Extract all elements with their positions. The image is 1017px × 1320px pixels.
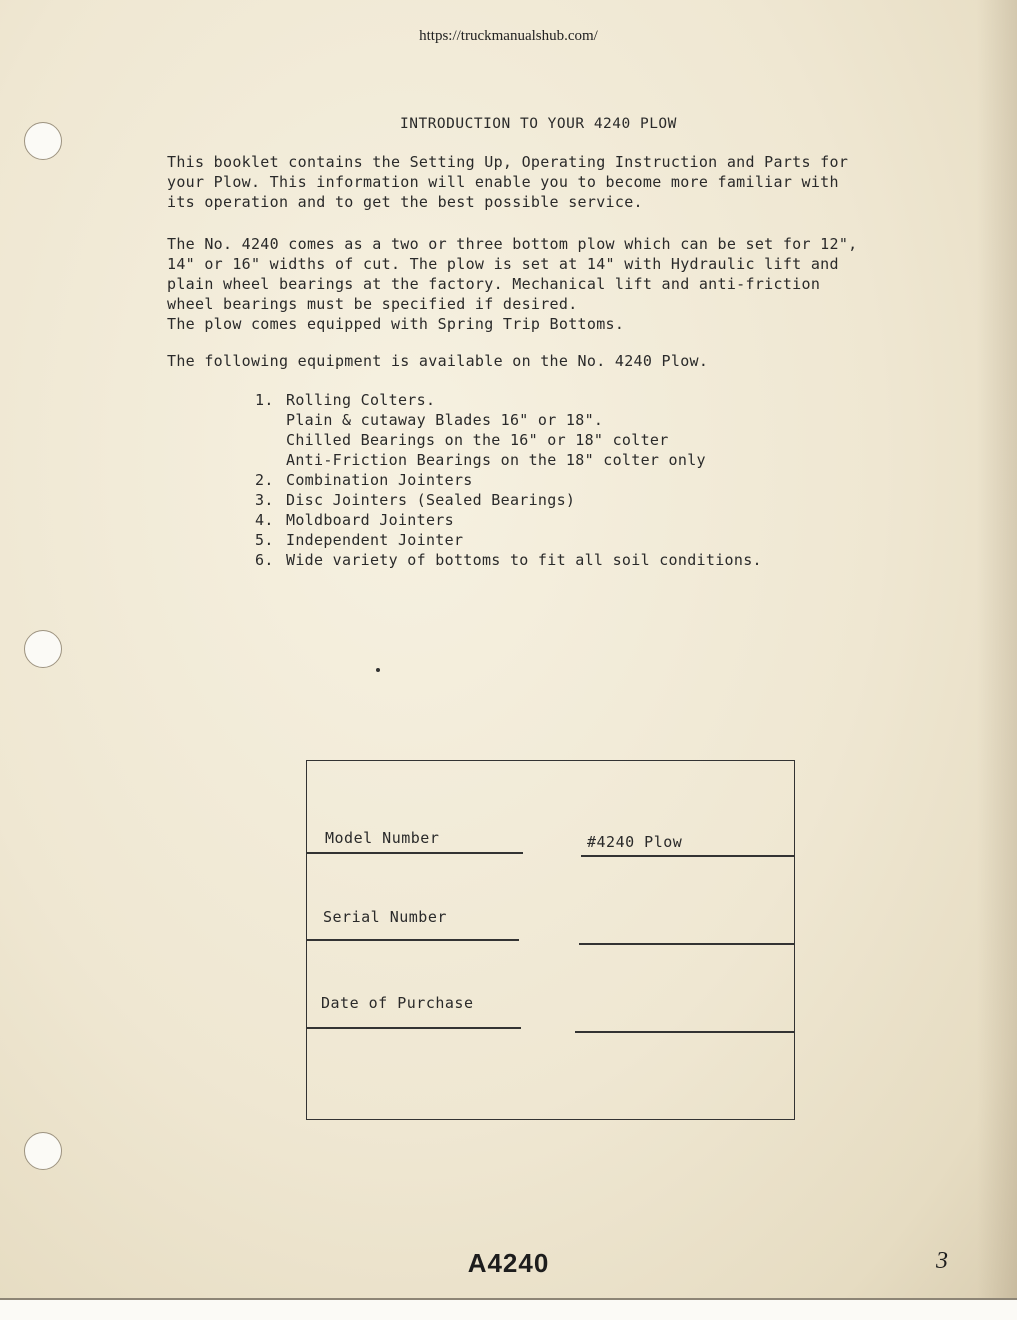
model-number-value: #4240 Plow xyxy=(587,833,683,851)
serial-number-label: Serial Number xyxy=(323,908,447,926)
manual-code: A4240 xyxy=(467,1248,550,1278)
equipment-intro-line: The following equipment is available on the No. 4240 Plow. xyxy=(167,352,709,370)
description-line: 14" or 16" widths of cut. The plow is set at 14" with Hydraulic lift and xyxy=(167,255,839,273)
description-line: The No. 4240 comes as a two or three bottom plow which can be set for 12", xyxy=(167,235,858,253)
list-item-label: Moldboard Jointers xyxy=(286,511,454,529)
list-item-number: 3. xyxy=(255,491,274,509)
date-of-purchase-label-underline xyxy=(307,1027,521,1029)
list-item-label: Wide variety of bottoms to fit all soil conditions. xyxy=(286,551,762,569)
description-line: The plow comes equipped with Spring Trip Bottoms. xyxy=(167,315,625,333)
list-item xyxy=(255,530,762,550)
list-item xyxy=(255,470,762,490)
date-of-purchase-label: Date of Purchase xyxy=(321,994,474,1012)
intro-line: your Plow. This information will enable you to become more familiar with xyxy=(167,173,839,191)
list-item-label: Rolling Colters. xyxy=(286,391,436,409)
equipment-intro xyxy=(167,351,917,371)
list-item xyxy=(255,510,762,530)
list-subitem: Chilled Bearings on the 16" or 18" colter xyxy=(286,431,669,449)
binder-hole-bottom xyxy=(24,1132,62,1170)
list-item xyxy=(255,390,762,410)
list-item-label: Independent Jointer xyxy=(286,531,464,549)
page-number: 3 xyxy=(936,1248,948,1274)
serial-number-value-underline xyxy=(579,943,794,945)
list-subitem: Plain & cutaway Blades 16" or 18". xyxy=(286,411,604,429)
model-number-value-underline xyxy=(581,855,795,857)
date-of-purchase-value-underline xyxy=(575,1031,794,1033)
model-number-label-underline xyxy=(307,852,523,854)
list-item-number: 6. xyxy=(255,551,274,569)
list-item-number: 4. xyxy=(255,511,274,529)
description-line: plain wheel bearings at the factory. Mechanical lift and anti-friction xyxy=(167,275,821,293)
list-item xyxy=(255,490,762,510)
page-title: INTRODUCTION TO YOUR 4240 PLOW xyxy=(400,116,677,132)
description-paragraph xyxy=(167,234,917,334)
binder-hole-top xyxy=(24,122,62,160)
intro-paragraph xyxy=(167,152,917,212)
intro-line: its operation and to get the best possible service. xyxy=(167,193,643,211)
binder-hole-middle xyxy=(24,630,62,668)
speck xyxy=(376,668,380,672)
list-item-label: Combination Jointers xyxy=(286,471,473,489)
list-subitem: Anti-Friction Bearings on the 18" colter only xyxy=(286,451,706,469)
list-item xyxy=(255,550,762,570)
ownership-record-box xyxy=(306,760,795,1120)
model-number-label: Model Number xyxy=(325,829,440,847)
source-url[interactable]: https://truckmanualshub.com/ xyxy=(419,28,598,44)
serial-number-label-underline xyxy=(307,939,519,941)
scan-margin xyxy=(0,1300,1017,1320)
description-line: wheel bearings must be specified if desired. xyxy=(167,295,578,313)
intro-line: This booklet contains the Setting Up, Operating Instruction and Parts for xyxy=(167,153,849,171)
equipment-list xyxy=(255,390,762,570)
page-edge-shadow xyxy=(977,0,1017,1320)
list-item-number: 1. xyxy=(255,391,274,409)
list-item-label: Disc Jointers (Sealed Bearings) xyxy=(286,491,576,509)
list-item-number: 5. xyxy=(255,531,274,549)
list-item-number: 2. xyxy=(255,471,274,489)
